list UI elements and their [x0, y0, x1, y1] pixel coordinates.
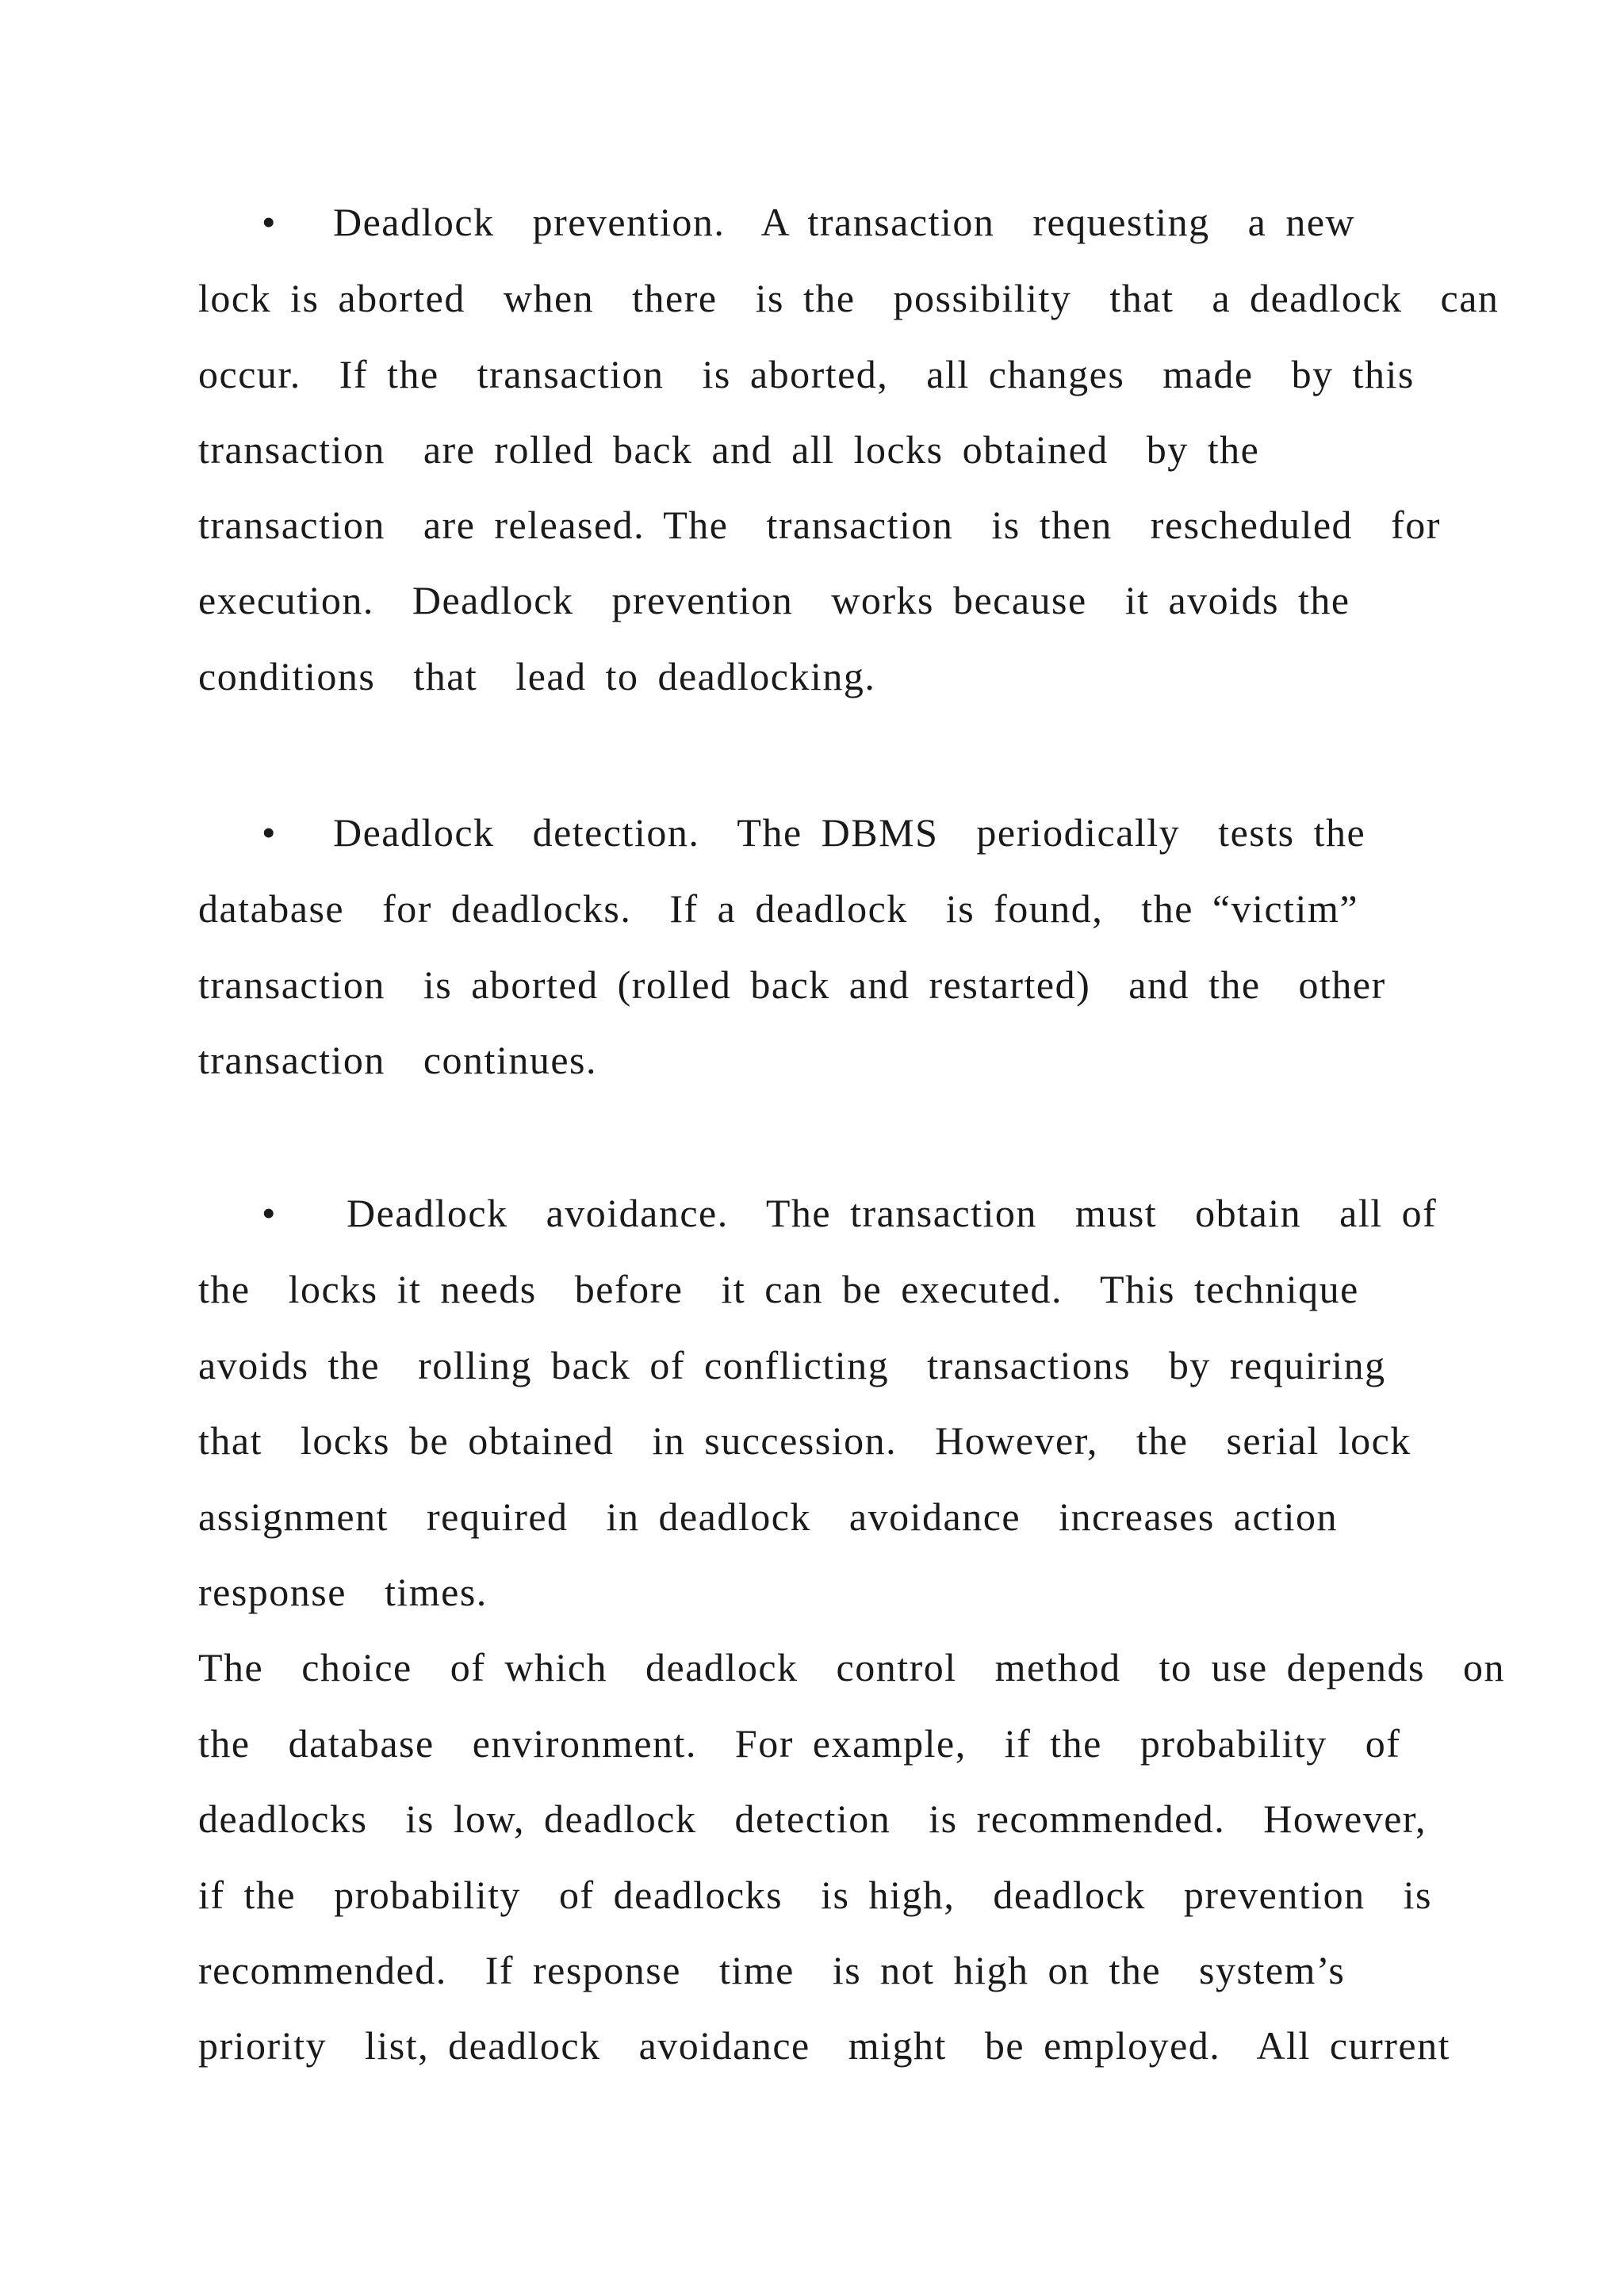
- paragraph-line: transaction are released. The transaction is then rescheduled for: [198, 503, 1441, 547]
- paragraph-line: transaction continues.: [198, 1038, 597, 1082]
- bullet-detection: •: [262, 810, 276, 855]
- paragraph-line: transaction is aborted (rolled back and restarted) and the other: [198, 962, 1386, 1007]
- bullet-prevention: •: [262, 200, 276, 244]
- paragraph-line: response times.: [198, 1570, 488, 1614]
- paragraph-line: transaction are rolled back and all locks obtained by the: [198, 427, 1260, 472]
- paragraph-line: lock is aborted when there is the possibility that a deadlock can: [198, 276, 1500, 320]
- paragraph-line: recommended. If response time is not high on the system’s: [198, 1948, 1346, 1992]
- paragraph-line: occur. If the transaction is aborted, all changes made by this: [198, 352, 1415, 396]
- paragraph-line: that locks be obtained in succession. However, the serial lock: [198, 1418, 1411, 1463]
- paragraph-line: Deadlock avoidance. The transaction must obtain all of: [347, 1191, 1438, 1235]
- paragraph-line: conditions that lead to deadlocking.: [198, 654, 876, 698]
- bullet-avoidance: •: [262, 1191, 276, 1235]
- paragraph-line: database for deadlocks. If a deadlock is found, the “victim”: [198, 886, 1359, 931]
- paragraph-line: Deadlock detection. The DBMS periodically tests the: [333, 810, 1366, 855]
- paragraph-line: execution. Deadlock prevention works because it avoids the: [198, 578, 1350, 622]
- paragraph-line: The choice of which deadlock control method to use depends on: [198, 1645, 1506, 1689]
- paragraph-line: avoids the rolling back of conflicting transactions by requiring: [198, 1343, 1386, 1387]
- paragraph-line: Deadlock prevention. A transaction requesting a new: [333, 200, 1356, 244]
- paragraph-line: deadlocks is low, deadlock detection is recommended. However,: [198, 1797, 1427, 1841]
- paragraph-line: if the probability of deadlocks is high, deadlock prevention is: [198, 1873, 1432, 1917]
- paragraph-line: assignment required in deadlock avoidance increases action: [198, 1494, 1338, 1539]
- paragraph-line: priority list, deadlock avoidance might be employed. All current: [198, 2023, 1450, 2068]
- paragraph-line: the locks it needs before it can be executed. This technique: [198, 1267, 1359, 1311]
- paragraph-line: the database environment. For example, if the probability of: [198, 1721, 1401, 1766]
